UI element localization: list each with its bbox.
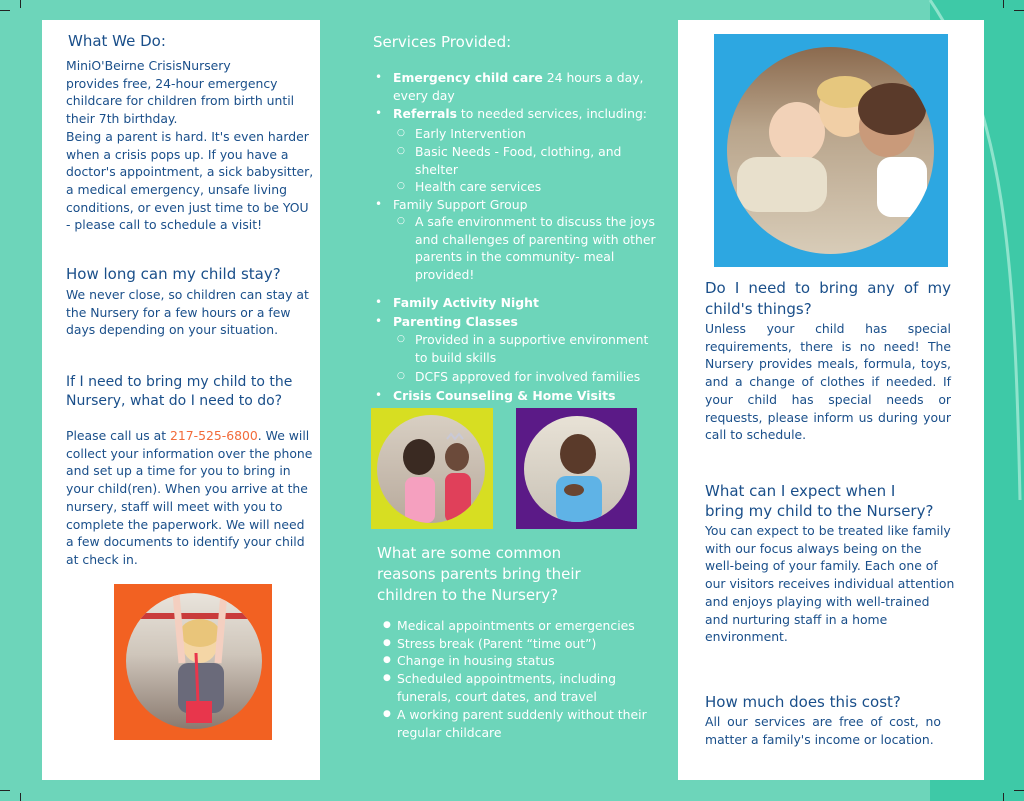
what-we-do-text — [66, 57, 320, 234]
text-line: requests, please inform us during your — [705, 409, 951, 425]
text-line: a few documents to identify your child — [66, 534, 305, 550]
heading-line: What are some common — [377, 544, 562, 562]
reason-text: funerals, court dates, and travel — [397, 688, 597, 704]
bullet-dot: • — [375, 314, 383, 328]
reason-text: Stress break (Parent “time out”) — [397, 636, 597, 651]
bullet-dot: • — [375, 197, 383, 211]
text-line: All our services are free of cost, no — [705, 714, 941, 729]
referral-item — [397, 178, 542, 196]
service-bold: Crisis Counseling & Home Visits — [393, 388, 616, 403]
support-line: A safe environment to discuss the joys — [415, 214, 655, 229]
parenting-line: DCFS approved for involved families — [415, 369, 641, 384]
photo-disc — [377, 415, 485, 523]
heading-line: If I need to bring my child to the — [66, 374, 293, 390]
reason-item — [383, 635, 597, 653]
text-line: their 7th birthday. — [66, 111, 178, 127]
bullet-circle: ○ — [397, 128, 405, 138]
text-line: your child has special needs or — [705, 391, 951, 407]
bullet-dot: ● — [383, 655, 391, 665]
crop-mark — [1003, 0, 1004, 8]
things-text — [705, 320, 951, 444]
crop-mark — [0, 10, 10, 11]
text-line: our visitors receives individual attention — [705, 576, 955, 592]
service-bold: Emergency child care — [393, 70, 543, 85]
parenting-detail — [397, 368, 641, 386]
photo-three-children — [714, 34, 948, 267]
crop-mark — [20, 793, 21, 801]
text-line: requirements, there is no need! The — [705, 338, 951, 354]
bullet-circle: ○ — [397, 146, 405, 156]
reason-item — [383, 706, 647, 741]
heading-line: child's things? — [705, 300, 812, 318]
text-line: You can expect to be treated like family — [705, 523, 951, 538]
crop-mark — [0, 790, 10, 791]
referral-text: shelter — [415, 161, 458, 177]
bullet-dot: • — [375, 70, 383, 84]
text-line: childcare for children from birth until — [66, 93, 295, 109]
text-line: doctor's appointment, a sick babysitter, — [66, 164, 314, 180]
expect-heading — [705, 481, 933, 521]
reason-text: regular childcare — [397, 724, 502, 740]
heading-line: Do I need to bring any of my — [705, 279, 951, 297]
service-bold: Referrals — [393, 106, 457, 121]
reason-text: A working parent suddenly without their — [397, 707, 647, 722]
text-line: call to schedule. — [705, 427, 807, 443]
things-heading — [705, 278, 951, 320]
text-line: Being a parent is hard. It's even harder — [66, 128, 309, 144]
reason-text: Medical appointments or emergencies — [397, 618, 635, 633]
text-line: Nursery provides meals, formula, toys, — [705, 356, 951, 372]
bring-heading — [66, 373, 292, 411]
service-rest: 24 hours a day, — [542, 70, 644, 85]
photo-two-girls — [371, 408, 493, 529]
support-line: provided! — [415, 267, 475, 283]
text-line: your child(ren). When you arrive at the — [66, 481, 308, 497]
text-line: Unless your child has special — [705, 321, 951, 336]
text-line: the Nursery for a few hours or a few — [66, 304, 291, 320]
text-line: collect your information over the phone — [66, 445, 313, 461]
reason-item — [383, 670, 616, 705]
service-emergency — [375, 69, 644, 104]
reason-item — [383, 617, 635, 635]
photo-disc — [727, 47, 934, 254]
bullet-dot: ● — [383, 620, 391, 630]
text-line: at check in. — [66, 551, 138, 567]
bullet-dot: • — [375, 106, 383, 120]
call-line — [66, 427, 320, 445]
bullet-dot: ● — [383, 638, 391, 648]
bullet-circle: ○ — [397, 181, 405, 191]
text-line: a medical emergency, unsafe living — [66, 181, 287, 197]
photo-disc — [524, 416, 630, 522]
stay-heading: How long can my child stay? — [66, 265, 281, 283]
referral-text: Basic Needs - Food, clothing, and — [415, 144, 622, 159]
text-line: We never close, so children can stay at — [66, 287, 309, 302]
text-line: when a crisis pops up. If you have a — [66, 146, 289, 162]
service-crisis-counseling — [375, 387, 616, 405]
support-line: and challenges of parenting with other — [415, 231, 656, 247]
stay-text — [66, 286, 320, 339]
reason-text: Change in housing status — [397, 653, 555, 668]
left-panel — [42, 20, 320, 780]
referral-item — [397, 125, 526, 143]
bullet-circle: ○ — [397, 334, 405, 344]
support-line: parents in the community- meal — [415, 249, 615, 265]
heading-line: bring my child to the Nursery? — [705, 502, 934, 520]
crop-mark — [20, 0, 21, 8]
service-bold: Family Activity Night — [393, 295, 539, 310]
child-illustration — [126, 593, 262, 729]
heading-line: reasons parents bring their — [377, 565, 581, 583]
photo-boy — [516, 408, 637, 529]
text-line: MiniO'Beirne CrisisNursery — [66, 58, 231, 73]
service-line: every day — [393, 87, 455, 103]
text-line: matter a family's income or location. — [705, 731, 934, 747]
girls-illustration — [377, 415, 485, 523]
parenting-line: to build skills — [415, 349, 497, 365]
text-line: and nurturing staff in a home — [705, 611, 888, 627]
referral-text: Early Intervention — [415, 126, 526, 141]
service-referrals — [375, 105, 647, 123]
heading-line: What can I expect when I — [705, 482, 896, 500]
services-heading: Services Provided: — [373, 33, 512, 51]
referral-item — [397, 143, 622, 178]
reason-item — [383, 652, 555, 670]
text-line: provides free, 24-hour emergency — [66, 75, 278, 91]
bullet-dot: • — [375, 295, 383, 309]
bullet-circle: ○ — [397, 371, 405, 381]
crop-mark — [1003, 793, 1004, 801]
bullet-dot: • — [375, 388, 383, 402]
text-line: and set up a time for you to bring in — [66, 463, 291, 479]
text-line: and enjoys playing with well-trained — [705, 593, 930, 609]
call-prefix: Please call us at — [66, 428, 171, 443]
photo-disc — [126, 593, 262, 729]
bullet-dot: ● — [383, 709, 391, 719]
crop-mark — [1014, 790, 1024, 791]
call-text — [66, 427, 320, 569]
children-illustration — [727, 47, 934, 254]
text-line: conditions, or even just time to be YOU — [66, 199, 309, 215]
right-panel — [678, 20, 984, 780]
service-support-group — [375, 196, 528, 214]
text-line: environment. — [705, 629, 788, 645]
what-we-do-heading: What We Do: — [68, 32, 166, 50]
service-rest: to needed services, including: — [456, 106, 647, 121]
expect-text — [705, 522, 965, 646]
parenting-detail — [397, 331, 649, 366]
service-activity-night — [375, 294, 539, 312]
crop-mark — [1014, 10, 1024, 11]
bullet-dot: ● — [383, 673, 391, 683]
text-line: days depending on your situation. — [66, 322, 279, 338]
text-line: complete the paperwork. We will need — [66, 516, 305, 532]
reason-text: Scheduled appointments, including — [397, 671, 616, 686]
bullet-circle: ○ — [397, 216, 405, 226]
text-line: nursery, staff will meet with you to — [66, 498, 283, 514]
referral-text: Health care services — [415, 179, 542, 194]
service-parenting-classes — [375, 313, 518, 331]
photo-child-slime — [114, 584, 272, 740]
text-line: well-being of your family. Each one of — [705, 558, 938, 574]
boy-illustration — [524, 416, 630, 522]
parenting-line: Provided in a supportive environment — [415, 332, 649, 347]
text-line: - please call to schedule a visit! — [66, 217, 263, 233]
support-detail — [397, 213, 656, 284]
text-line: with our focus always being on the — [705, 540, 922, 556]
service-bold: Parenting Classes — [393, 314, 518, 329]
cost-text — [705, 713, 941, 748]
heading-line: Nursery, what do I need to do? — [66, 393, 283, 409]
phone-number[interactable]: 217-525-6800 — [170, 428, 258, 443]
text-line: and a change of clothes if needed. If — [705, 374, 951, 390]
reasons-heading — [377, 543, 581, 606]
call-suffix: . We will — [257, 428, 310, 443]
heading-line: children to the Nursery? — [377, 586, 559, 604]
service-text: Family Support Group — [393, 197, 528, 212]
cost-heading: How much does this cost? — [705, 693, 901, 711]
